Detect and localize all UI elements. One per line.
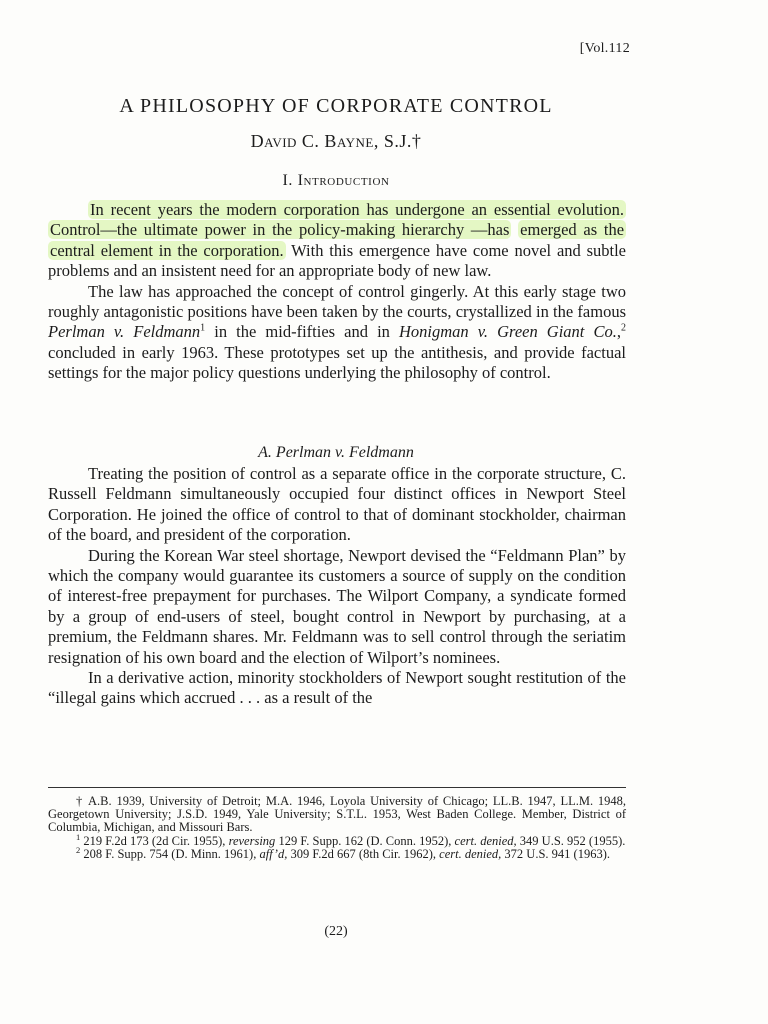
case-name: Honigman v. Green Giant Co. xyxy=(399,322,617,342)
introduction-body xyxy=(48,200,626,384)
footnote-1: $^1$ 219 F.2d 173 (2d Cir. 1955), reversing 129 F. Supp. 162 (D. Conn. 1952), cert. denied, 349 U.S. 952 (1955). xyxy=(76,831,626,848)
footnote-dagger: † A.B. 1939, University of Detroit; M.A. 1946, Loyola University of Chicago; LL.B. 1947, LL.M. 1948, Georgetown University; J.S.D. 1949, Yale University; S.T.L. 1953, West Baden College. Member, District of Columbia, Michigan, and Missouri Bars. xyxy=(48,794,626,835)
perlman-paragraph-2: During the Korean War steel shortage, Newport devised the “Feldmann Plan” by which the company would guarantee its customers a source of supply on the condition of interest-free prepayment for purchases. The Wilport Company, a syndicate formed by a group of end-users of steel, bought control in Newport by purchasing, at a premium, the Feldmann shares. Mr. Feldmann was to sell control through the seriatim resignation of his own board and the election of Wilport’s nominees. xyxy=(48,545,626,667)
footnote-marker[interactable]: 1 xyxy=(200,322,206,334)
footnotes xyxy=(48,795,626,861)
perlman-paragraph-3: In a derivative action, minority stockholders of Newport sought restitution of the “illegal gains which accrued . . . as a result of the xyxy=(48,668,626,708)
subsection-heading: A. Perlman v. Feldmann xyxy=(258,444,414,461)
footnote-2: $^2$ 208 F. Supp. 754 (D. Minn. 1961), aff’d, 309 F.2d 667 (8th Cir. 1962), cert. denied, 372 U.S. 941 (1963). xyxy=(76,844,610,861)
footnote-marker[interactable]: 2 xyxy=(621,322,626,334)
highlighted-text[interactable]: Control—the ultimate power in the policy-making hierarchy —has xyxy=(50,220,510,240)
footnote-number: 2 xyxy=(76,844,81,855)
perlman-body xyxy=(48,464,626,709)
article-title: A PHILOSOPHY OF CORPORATE CONTROL xyxy=(119,95,553,117)
highlighted-text[interactable]: In recent years the modern corporation has undergone an essential evolution. xyxy=(90,200,624,219)
author-line: David C. Bayne, S.J.† xyxy=(250,131,422,151)
intro-paragraph-2: The law has approached the concept of control gingerly. At this early stage two roughly antagonistic positions have been taken by the courts, crystallized in the famous Perlman v. Feldmann$^1$ in the mid-fifties and in Honigman v. Green Giant Co.,$^2$ concluded in early 1963. These prototypes set up the antithesis, and provide factual settings for the major policy questions underlying the philosophy of control. xyxy=(48,281,626,383)
perlman-paragraph-1: Treating the position of control as a separate office in the corporate structure, C. Russell Feldmann simultaneously occupied four distinct offices in Newport Steel Corporation. He joined the office of control to that of dominant stockholder, chairman of the board, and president of the corporation. xyxy=(48,464,626,545)
volume-label: [Vol.112 xyxy=(579,41,630,56)
footnote-number: 1 xyxy=(76,831,81,842)
case-name: Perlman v. Feldmann xyxy=(48,322,201,342)
footnote-divider xyxy=(48,787,626,788)
highlighted-text[interactable]: emerged as the central element in the corporation. xyxy=(50,220,625,260)
paragraph-text: With this emergence have come novel and subtle problems and an insistent need for an appropriate body of new law. xyxy=(48,240,627,281)
page-number: (22) xyxy=(324,924,348,939)
intro-paragraph-1 xyxy=(48,200,626,282)
section-heading: I. Introduction xyxy=(282,172,390,189)
